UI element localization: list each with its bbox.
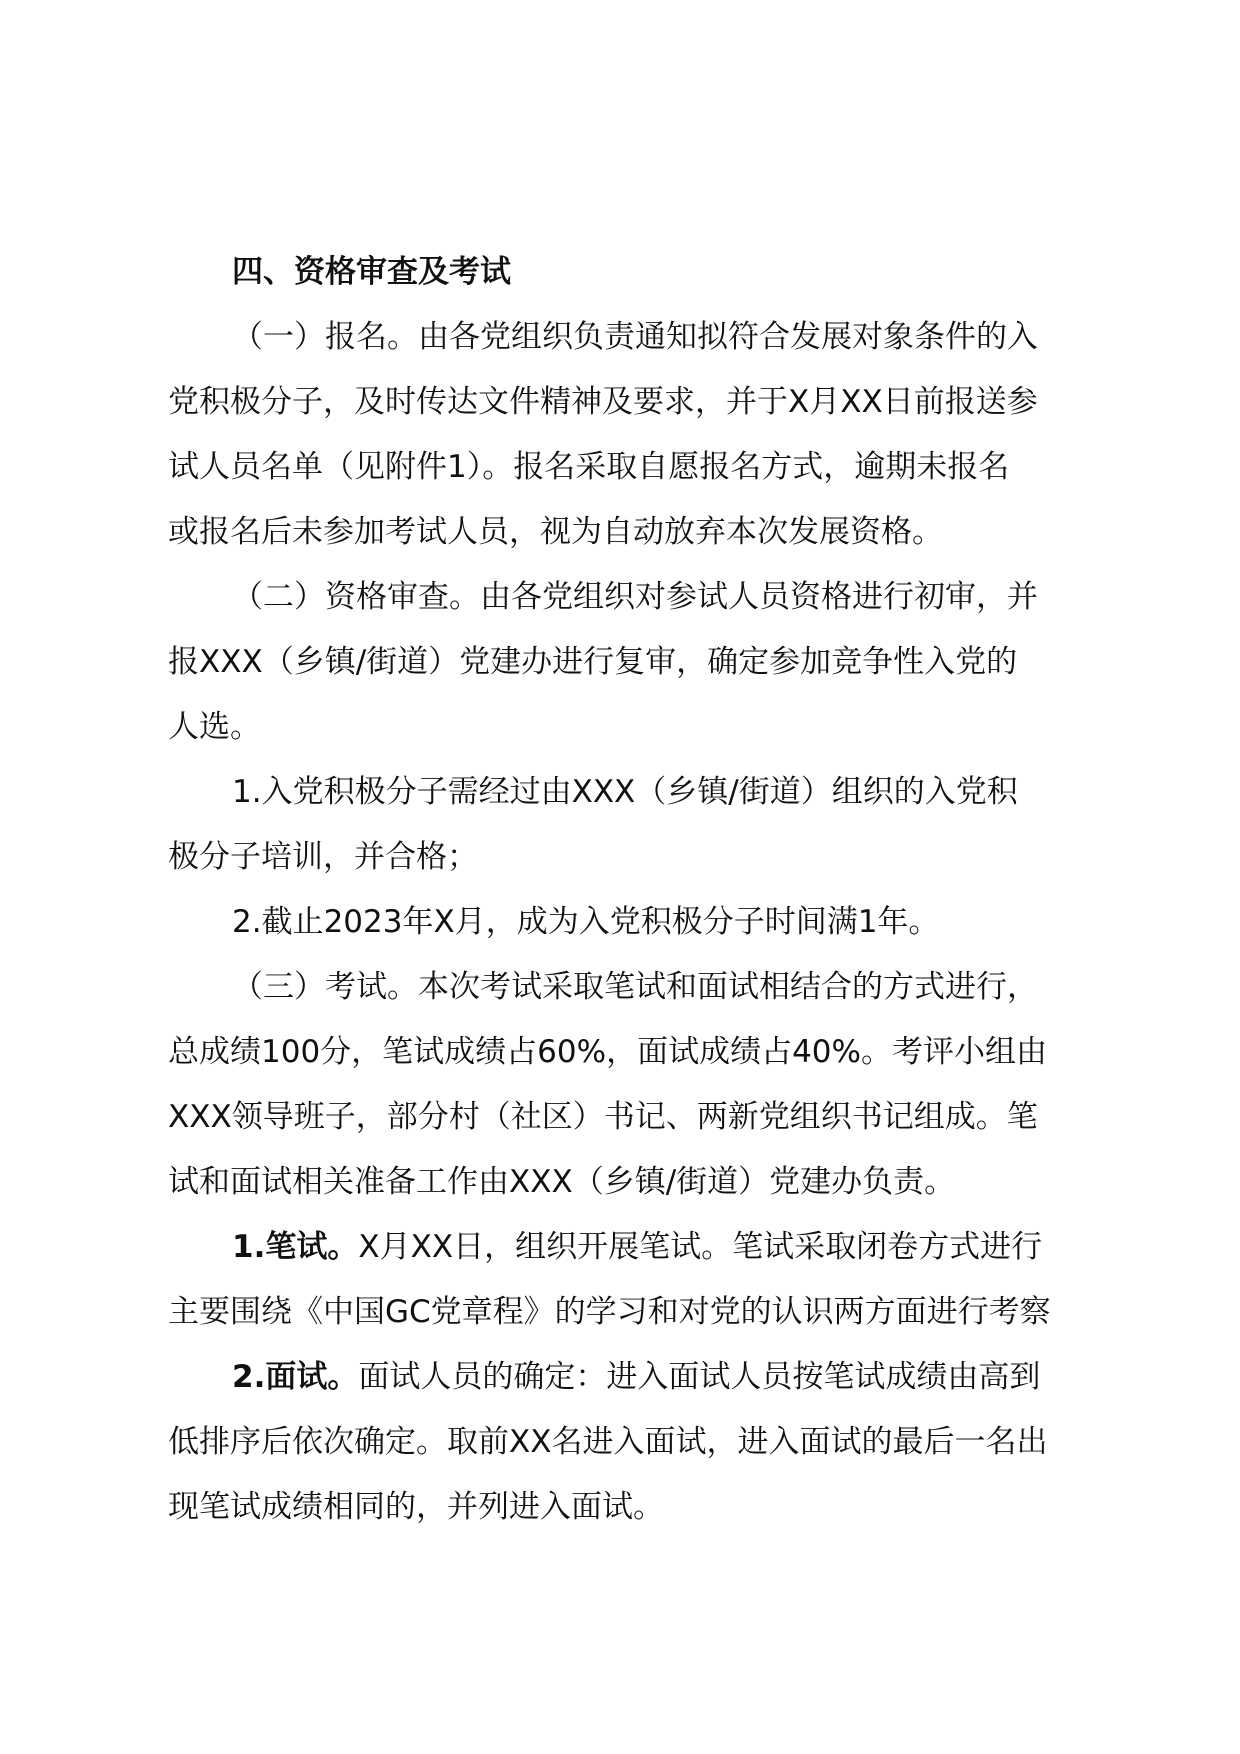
paragraph-exam-line-2: 总成绩100分，笔试成绩占60%，面试成绩占40%。考评小组由 xyxy=(168,1034,1047,1070)
paragraph-registration-line-3: 试人员名单（见附件1）。报名采取自愿报名方式，逾期未报名 xyxy=(168,449,1010,485)
section-heading: 四、资格审查及考试 xyxy=(232,254,511,290)
paragraph-exam-line-3: XXX领导班子，部分村（社区）书记、两新党组织书记组成。笔 xyxy=(168,1099,1038,1135)
paragraph-registration-line-1: （一）报名。由各党组织负责通知拟符合发展对象条件的入 xyxy=(232,319,1038,355)
paragraph-qualification-line-3: 人选。 xyxy=(168,709,261,745)
document-body xyxy=(168,240,1128,1540)
interview-line-3: 现笔试成绩相同的，并列进入面试。 xyxy=(168,1489,664,1525)
written-exam-text: X月XX日，组织开展笔试。笔试采取闭卷方式进行 xyxy=(358,1229,1043,1265)
paragraph-qualification-line-2: 报XXX（乡镇/街道）党建办进行复审，确定参加竞争性入党的 xyxy=(168,644,1018,680)
interview-text: 面试人员的确定：进入面试人员按笔试成绩由高到 xyxy=(358,1359,1041,1395)
written-exam-line-2: 主要围绕《中国GC党章程》的学习和对党的认识两方面进行考察 xyxy=(168,1294,1051,1330)
interview-line-2: 低排序后依次确定。取前XX名进入面试，进入面试的最后一名出 xyxy=(168,1424,1048,1460)
written-exam-label: 1.笔试。 xyxy=(232,1229,359,1265)
interview-label: 2.面试。 xyxy=(232,1359,359,1395)
condition-1-line-1: 1.入党积极分子需经过由XXX（乡镇/街道）组织的入党积 xyxy=(232,774,1018,810)
paragraph-exam-line-4: 试和面试相关准备工作由XXX（乡镇/街道）党建办负责。 xyxy=(168,1164,956,1200)
written-exam-line-1 xyxy=(168,1215,1128,1280)
paragraph-qualification-line-1: （二）资格审查。由各党组织对参试人员资格进行初审，并 xyxy=(232,579,1038,615)
condition-1-line-2: 极分子培训，并合格； xyxy=(168,839,478,875)
paragraph-exam-line-1: （三）考试。本次考试采取笔试和面试相结合的方式进行， xyxy=(232,969,1038,1005)
condition-2-line: 2.截止2023年X月，成为入党积极分子时间满1年。 xyxy=(232,904,940,940)
paragraph-registration-line-2: 党积极分子，及时传达文件精神及要求，并于X月XX日前报送参 xyxy=(168,384,1038,420)
paragraph-registration-line-4: 或报名后未参加考试人员，视为自动放弃本次发展资格。 xyxy=(168,514,943,550)
interview-line-1 xyxy=(168,1345,1128,1410)
